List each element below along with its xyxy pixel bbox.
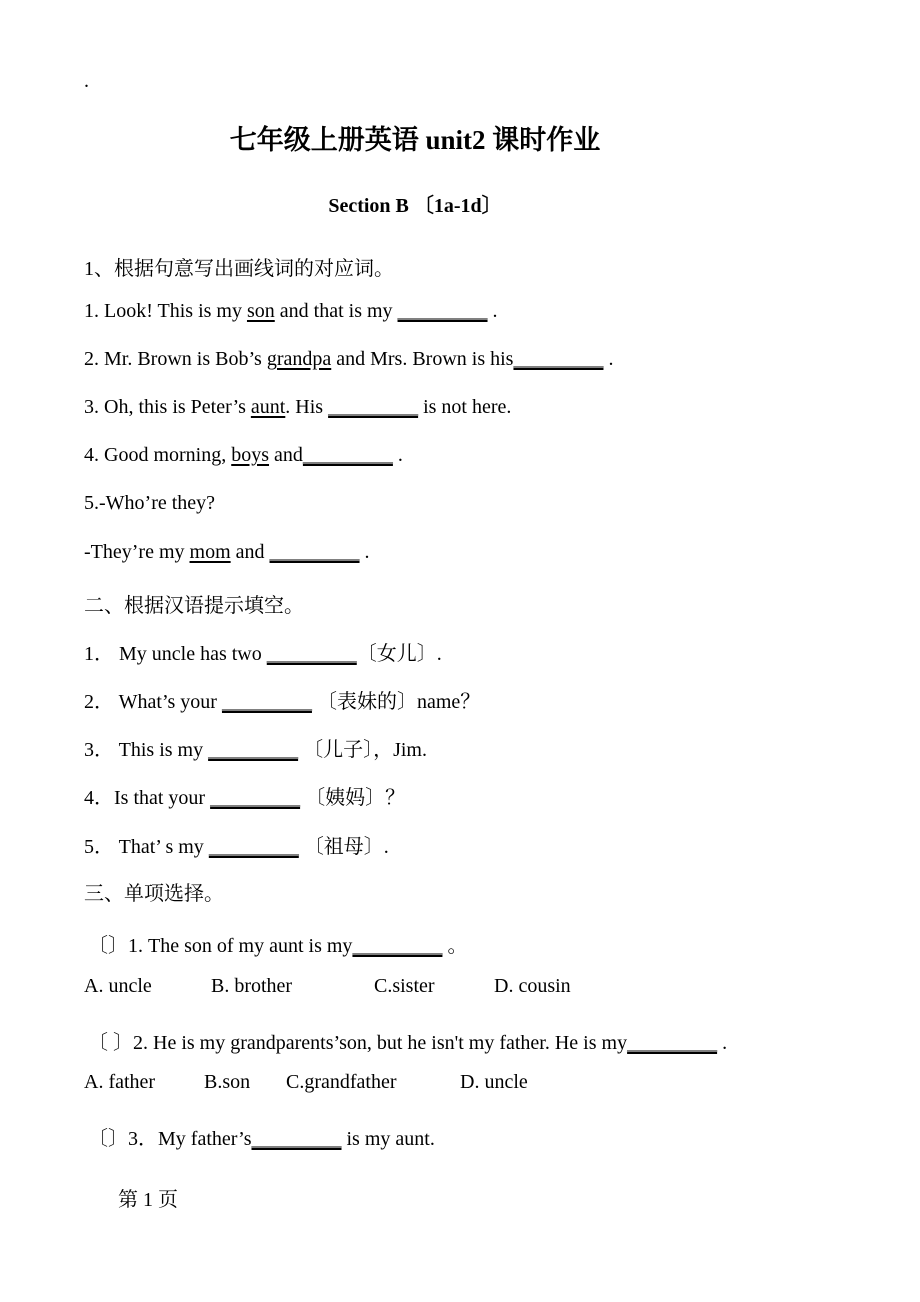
question-text: 1. Look! This is my <box>84 300 247 322</box>
question-s3-2 <box>88 1026 727 1055</box>
answer-blank[interactable]: _________ <box>302 444 393 466</box>
question-text: -They’re my <box>84 541 190 563</box>
question-text: . His <box>285 396 329 418</box>
option-c[interactable]: C.sister <box>374 975 435 997</box>
question-text: 3. Oh, this is Peter’s <box>84 396 251 418</box>
question-hint: 〔表妹的〕name？ <box>311 691 481 713</box>
question-text: 〔〕1. The son of my aunt is my <box>88 935 353 957</box>
underlined-word: aunt <box>250 396 286 418</box>
option-a[interactable]: A. father <box>84 1071 156 1093</box>
question-text: and that is my <box>274 300 398 322</box>
question-text: 2. Mr. Brown is Bob’s <box>84 348 267 370</box>
answer-blank[interactable]: _________ <box>210 787 301 809</box>
answer-blank[interactable]: _________ <box>328 396 419 418</box>
question-s2-3 <box>84 733 427 762</box>
question-text: 2． What’s your <box>84 691 222 713</box>
question-s1-4 <box>84 444 403 467</box>
question-hint: 〔姨妈〕？ <box>300 787 406 809</box>
question-s3-1 <box>88 929 467 958</box>
section2-heading: 二、根据汉语提示填空。 <box>84 595 304 617</box>
question-text: 4．Is that your <box>84 787 211 809</box>
question-s2-5 <box>84 830 389 859</box>
question-end: is my aunt. <box>341 1128 435 1150</box>
option-b[interactable]: B.son <box>204 1071 251 1093</box>
answer-blank[interactable]: _________ <box>513 348 604 370</box>
question-s2-4 <box>84 781 405 810</box>
section3-heading: 三、单项选择。 <box>84 883 224 905</box>
answer-blank[interactable]: _________ <box>208 836 299 858</box>
option-c[interactable]: C.grandfather <box>286 1071 397 1093</box>
question-s1-3 <box>84 396 511 419</box>
section-subtitle: Section B 〔1a-1d〕 <box>328 195 502 217</box>
question-s2-1 <box>84 637 442 666</box>
answer-blank[interactable]: _________ <box>266 643 357 665</box>
question-s3-3 <box>88 1122 435 1151</box>
answer-blank[interactable]: _________ <box>221 691 312 713</box>
option-a[interactable]: A. uncle <box>84 975 152 997</box>
question-hint: 〔儿子〕，Jim. <box>298 739 427 761</box>
question-s1-5a: 5.-Who’re they? <box>84 492 216 514</box>
question-s1-5b <box>84 541 370 564</box>
underlined-word: son <box>246 300 275 322</box>
answer-blank[interactable]: _________ <box>627 1032 718 1054</box>
question-end: . <box>359 541 370 563</box>
question-end: is not here. <box>418 396 512 418</box>
question-end: 。 <box>442 935 468 957</box>
question-s1-2 <box>84 348 613 371</box>
question-hint: 〔祖母〕. <box>298 836 389 858</box>
question-end: . <box>392 444 403 466</box>
question-text: and Mrs. Brown is his <box>331 348 514 370</box>
question-end: . <box>717 1032 728 1054</box>
question-text: and <box>230 541 270 563</box>
page-title: 七年级上册英语 unit2 课时作业 <box>229 125 601 155</box>
answer-blank[interactable]: _________ <box>251 1128 342 1150</box>
underlined-word: grandpa <box>266 348 332 370</box>
underlined-word: boys <box>231 444 270 466</box>
question-text: and <box>269 444 303 466</box>
question-text: 3． This is my <box>84 739 209 761</box>
question-text: 1． My uncle has two <box>84 643 267 665</box>
question-text: 〔〕3．My father’s <box>88 1128 252 1150</box>
question-end: . <box>603 348 614 370</box>
answer-blank[interactable]: _________ <box>208 739 299 761</box>
section1-heading: 1、根据句意写出画线词的对应词。 <box>84 258 394 280</box>
underlined-word: mom <box>189 541 231 563</box>
option-d[interactable]: D. uncle <box>460 1071 528 1093</box>
question-s1-1 <box>84 300 498 323</box>
answer-blank[interactable]: _________ <box>269 541 360 563</box>
option-b[interactable]: B. brother <box>211 975 293 997</box>
answer-blank[interactable]: _________ <box>352 935 443 957</box>
question-text: 4. Good morning, <box>84 444 232 466</box>
question-s2-2 <box>84 685 480 714</box>
question-end: . <box>487 300 498 322</box>
question-text: 5． That’ s my <box>84 836 209 858</box>
answer-blank[interactable]: _________ <box>397 300 488 322</box>
page-number: 第 1 页 <box>118 1189 178 1211</box>
option-d[interactable]: D. cousin <box>494 975 571 997</box>
question-text: 〔 〕2. He is my grandparents’son, but he isn't my father. He is my <box>88 1032 628 1054</box>
question-hint: 〔女儿〕. <box>356 643 442 665</box>
header-dot: . <box>84 70 89 92</box>
